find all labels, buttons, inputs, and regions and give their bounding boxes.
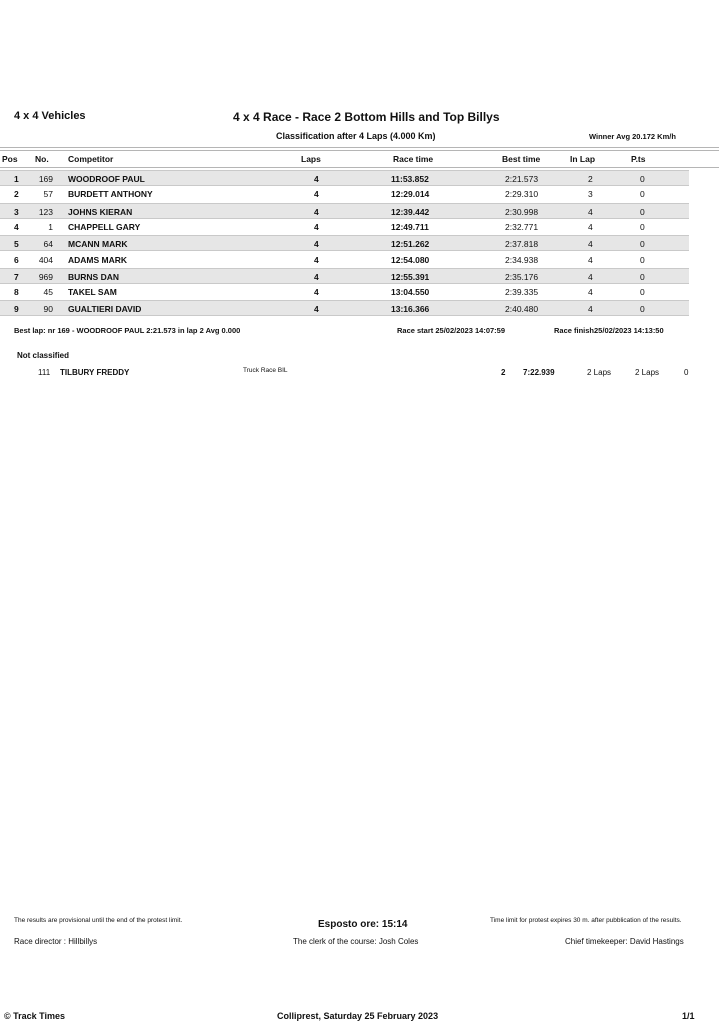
- column-header-in-lap: In Lap: [570, 154, 596, 164]
- venue-date: Colliprest, Saturday 25 February 2023: [277, 1011, 439, 1021]
- race-time-cell: 12:54.080: [391, 254, 430, 265]
- competitor-cell: TAKEL SAM: [68, 287, 117, 298]
- nc-best: 2 Laps: [587, 368, 612, 377]
- laps-cell: 4: [314, 254, 319, 265]
- number-cell: 90: [43, 304, 53, 315]
- table-row: [0, 268, 689, 284]
- number-cell: 57: [43, 189, 53, 200]
- table-row: [0, 170, 689, 186]
- competitor-cell: GUALTIERI DAVID: [68, 304, 142, 315]
- number-cell: 969: [38, 271, 53, 282]
- in-lap-cell: 4: [588, 271, 593, 282]
- race-time-cell: 11:53.852: [391, 174, 429, 184]
- in-lap-cell: 4: [588, 239, 593, 250]
- race-director: Race director : Hillbillys: [14, 937, 98, 946]
- nc-laps: 2: [501, 368, 506, 377]
- in-lap-cell: 4: [588, 206, 593, 217]
- published-time: Esposto ore: 15:14: [318, 919, 408, 930]
- race-time-cell: 13:16.366: [391, 304, 430, 315]
- table-row: [0, 300, 689, 316]
- number-cell: 404: [38, 254, 53, 265]
- best-time-cell: 2:21.573: [505, 174, 539, 184]
- protest-limit-note: Time limit for protest expires 30 m. after pubblication of the results.: [490, 917, 682, 924]
- page-number: 1/1: [682, 1011, 695, 1021]
- points-cell: 0: [640, 189, 645, 200]
- race-time-cell: 12:55.391: [391, 271, 430, 282]
- header-divider: [0, 167, 719, 168]
- competitor-cell: BURNS DAN: [68, 271, 119, 282]
- column-header-pos: Pos: [2, 154, 18, 164]
- race-start: Race start 25/02/2023 14:07:59: [397, 326, 505, 335]
- race-time-cell: 13:04.550: [391, 287, 430, 298]
- position-cell: 5: [14, 239, 19, 250]
- page-subtitle: Classification after 4 Laps (4.000 Km): [276, 131, 436, 141]
- laps-cell: 4: [314, 239, 319, 250]
- table-row: [0, 235, 689, 251]
- position-cell: 7: [14, 271, 19, 282]
- column-header-points: P.ts: [631, 154, 646, 164]
- position-cell: 3: [14, 206, 19, 217]
- points-cell: 0: [640, 287, 645, 298]
- best-time-cell: 2:30.998: [505, 206, 539, 217]
- laps-cell: 4: [314, 287, 319, 298]
- competitor-cell: BURDETT ANTHONY: [68, 189, 153, 200]
- clerk-of-course: The clerk of the course: Josh Coles: [293, 937, 419, 946]
- column-header-best-time: Best time: [502, 154, 541, 164]
- table-row: [0, 203, 689, 219]
- number-cell: 45: [43, 287, 53, 298]
- category-label: 4 x 4 Vehicles: [14, 110, 86, 122]
- copyright: © Track Times: [4, 1011, 66, 1021]
- position-cell: 4: [14, 221, 19, 232]
- laps-cell: 4: [314, 189, 319, 200]
- competitor-cell: MCANN MARK: [68, 239, 128, 250]
- column-header-race-time: Race time: [393, 154, 434, 164]
- points-cell: 0: [640, 174, 645, 184]
- points-cell: 0: [640, 206, 645, 217]
- points-cell: 0: [640, 221, 645, 232]
- column-header-laps: Laps: [301, 154, 321, 164]
- nc-number: 111: [38, 368, 51, 377]
- header-divider: [0, 150, 719, 151]
- provisional-note: The results are provisional until the end of the protest limit.: [14, 917, 183, 924]
- position-cell: 6: [14, 254, 19, 265]
- table-row: [0, 252, 689, 268]
- column-header-competitor: Competitor: [68, 154, 114, 164]
- best-time-cell: 2:37.818: [505, 239, 539, 250]
- not-classified-heading: Not classified: [17, 351, 70, 360]
- in-lap-cell: 4: [588, 254, 593, 265]
- nc-competitor: TILBURY FREDDY: [60, 368, 130, 377]
- in-lap-cell: 3: [588, 189, 593, 200]
- competitor-cell: ADAMS MARK: [68, 254, 128, 265]
- table-row: [0, 219, 689, 235]
- race-time-cell: 12:49.711: [391, 221, 429, 232]
- number-cell: 169: [38, 174, 53, 184]
- chief-timekeeper: Chief timekeeper: David Hastings: [565, 937, 684, 946]
- race-time-cell: 12:51.262: [391, 239, 430, 250]
- best-time-cell: 2:34.938: [505, 254, 539, 265]
- nc-points: 0: [684, 368, 689, 377]
- points-cell: 0: [640, 239, 645, 250]
- nc-team: Truck Race BIL: [243, 367, 288, 374]
- header-divider: [0, 147, 719, 148]
- number-cell: 64: [43, 239, 53, 250]
- in-lap-cell: 2: [588, 174, 593, 184]
- points-cell: 0: [640, 304, 645, 315]
- table-row: [0, 186, 689, 202]
- page-title: 4 x 4 Race - Race 2 Bottom Hills and Top Billys: [233, 110, 500, 124]
- number-cell: 123: [38, 206, 53, 217]
- in-lap-cell: 4: [588, 287, 593, 298]
- competitor-cell: WOODROOF PAUL: [68, 174, 145, 184]
- table-row: [0, 284, 689, 300]
- column-header-no: No.: [35, 154, 49, 164]
- nc-race-time: 7:22.939: [523, 368, 555, 377]
- nc-in-lap: 2 Laps: [635, 368, 660, 377]
- laps-cell: 4: [314, 221, 319, 232]
- best-time-cell: 2:39.335: [505, 287, 539, 298]
- competitor-cell: JOHNS KIERAN: [68, 206, 133, 217]
- winner-average: Winner Avg 20.172 Km/h: [589, 132, 676, 141]
- points-cell: 0: [640, 271, 645, 282]
- laps-cell: 4: [314, 271, 319, 282]
- position-cell: 8: [14, 287, 19, 298]
- laps-cell: 4: [314, 174, 319, 184]
- position-cell: 2: [14, 189, 19, 200]
- in-lap-cell: 4: [588, 221, 593, 232]
- points-cell: 0: [640, 254, 645, 265]
- position-cell: 9: [14, 304, 19, 315]
- laps-cell: 4: [314, 206, 319, 217]
- in-lap-cell: 4: [588, 304, 593, 315]
- best-time-cell: 2:40.480: [505, 304, 539, 315]
- best-lap-summary: Best lap: nr 169 - WOODROOF PAUL 2:21.573 in lap 2 Avg 0.000: [14, 326, 241, 335]
- number-cell: 1: [48, 221, 53, 232]
- race-time-cell: 12:29.014: [391, 189, 430, 200]
- race-time-cell: 12:39.442: [391, 206, 430, 217]
- best-time-cell: 2:35.176: [505, 271, 539, 282]
- best-time-cell: 2:29.310: [505, 189, 539, 200]
- competitor-cell: CHAPPELL GARY: [68, 221, 141, 232]
- race-finish: Race finish25/02/2023 14:13:50: [554, 326, 664, 335]
- best-time-cell: 2:32.771: [505, 221, 539, 232]
- laps-cell: 4: [314, 304, 319, 315]
- position-cell: 1: [14, 174, 19, 184]
